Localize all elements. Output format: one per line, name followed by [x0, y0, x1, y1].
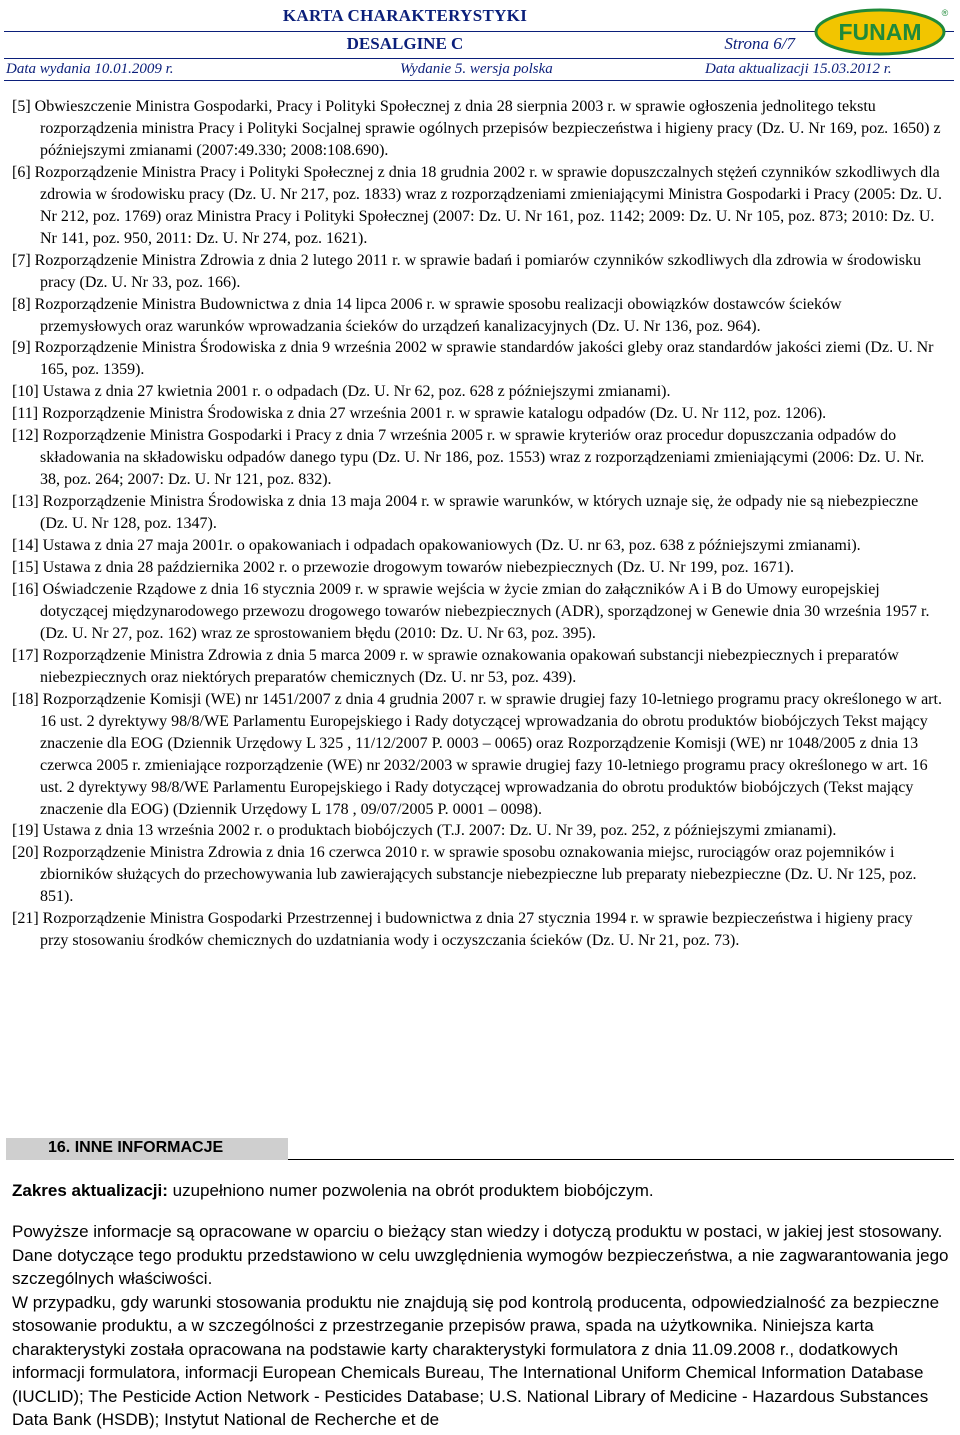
header-divider	[4, 31, 954, 32]
funam-logo	[814, 6, 952, 56]
product-name: DESALGINE C	[346, 34, 464, 53]
header-product-row	[5, 34, 805, 56]
section-title: 16. INNE INFORMACJE	[48, 1139, 224, 1156]
reference-item: [14] Ustawa z dnia 27 maja 2001r. o opakowaniach i odpadach opakowaniowych (Dz. U. nr 63, poz. 638 z późniejszymi zmianami).	[12, 537, 861, 555]
reference-item: [13] Rozporządzenie Ministra Środowiska z dnia 13 maja 2004 r. w sprawie warunków, w których uznaje się, że odpady nie są niebezpieczne (Dz. U. Nr 128, poz. 1347).	[12, 493, 919, 533]
reference-item: [5] Obwieszczenie Ministra Gospodarki, Pracy i Polityki Społecznej z dnia 28 sierpnia 2003 r. w sprawie ogłoszenia jednolitego tekstu rozporządzenia ministra Pracy i Polityki Socjalnej sprawie ogólnych przepisów bezpieczeństwa i higieny pracy (Dz. U. Nr 169, poz. 1650) z późniejszymi zmianami (2007:49.330; 2008:108.690).	[12, 98, 941, 159]
document-title: KARTA CHARAKTERYSTYKI	[282, 6, 528, 25]
reference-item: [19] Ustawa z dnia 13 września 2002 r. o produktach biobójczych (T.J. 2007: Dz. U. Nr 39, poz. 252, z późniejszymi zmianami).	[12, 822, 837, 840]
section-16-heading	[6, 1138, 954, 1160]
edition-info: Wydanie 5. wersja polska	[400, 61, 553, 77]
reference-item: [11] Rozporządzenie Ministra Środowiska z dnia 27 września 2001 r. w sprawie katalogu odpadów (Dz. U. Nr 112, poz. 1206).	[12, 405, 827, 423]
header-dates-row	[6, 61, 956, 81]
logo-text: FUNAM	[838, 19, 922, 45]
reference-item: [6] Rozporządzenie Ministra Pracy i Polityki Społecznej z dnia 18 grudnia 2002 r. w sprawie dopuszczalnych stężeń czynników szkodliwych dla zdrowia w środowisku pracy (Dz. U. Nr 217, poz. 1833) wraz z rozporządzeniami zmieniającymi Ministra Gospodarki i Pracy (2005: Dz. U. Nr 212, poz. 1769) oraz Ministra Pracy i Polityki Społecznej (2007: Dz. U. Nr 161, poz. 1142; 2009: Dz. U. Nr 105, poz. 873; 2010: Dz. U. Nr 141, poz. 950, 2011: Dz. U. Nr 274, poz. 1621).	[12, 163, 942, 247]
reference-item: [18] Rozporządzenie Komisji (WE) nr 1451/2007 z dnia 4 grudnia 2007 r. w sprawie drugiej fazy 10-letniego programu pracy określonego w art. 16 ust. 2 dyrektywy 98/8/WE Parlamentu Europejskiego i Rady dotyczącej wprowadzania do obrotu produktów biobójczych Tekst mający znaczenie dla EOG (Dziennik Urzędowy L 325 , 11/12/2007 P. 0003 – 0065) oraz Rozporządzenie Komisji (WE) nr 1048/2005 z dnia 13 czerwca 2005 r. zmieniające rozporządzenie (WE) nr 2032/2003 w sprawie drugiej fazy 10-letniego programu pracy określonego w art. 16 ust. 2 dyrektywy 98/8/WE Parlamentu Europejskiego i Rady dotyczącej wprowadzania do obrotu produktów biobójczych (Tekst mający znaczenie dla EOG) (Dziennik Urzędowy L 178 , 09/07/2005 P. 0001 – 0098).	[12, 690, 942, 818]
update-scope-label: Zakres aktualizacji:	[12, 1181, 168, 1200]
reference-item: [21] Rozporządzenie Ministra Gospodarki Przestrzennej i budownictwa z dnia 27 stycznia 1994 r. w sprawie bezpieczeństwa i higieny pracy przy stosowaniu środków chemicznych do uzdatniania wody i oczyszczania ścieków (Dz. U. Nr 21, poz. 73).	[12, 910, 913, 950]
update-date: Data aktualizacji 15.03.2012 r.	[705, 61, 892, 77]
reference-item: [8] Rozporządzenie Ministra Budownictwa z dnia 14 lipca 2006 r. w sprawie sposobu realizacji obowiązków dostawców ścieków przemysłowych oraz warunków wprowadzania ścieków do urządzeń kanalizacyjnych (Dz. U. Nr 136, poz. 964).	[12, 295, 842, 335]
registered-mark: ®	[941, 8, 949, 18]
reference-item: [20] Rozporządzenie Ministra Zdrowia z dnia 16 czerwca 2010 r. w sprawie sposobu oznakowania miejsc, rurociągów oraz pojemników i zbiorników służących do przechowywania lub zawierających substancje niebezpieczne lub preparaty niebezpieczne (Dz. U. Nr 125, poz. 851).	[12, 844, 917, 906]
issue-date: Data wydania 10.01.2009 r.	[6, 61, 174, 77]
reference-item: [9] Rozporządzenie Ministra Środowiska z dnia 9 września 2002 w sprawie standardów jakości gleby oraz standardów jakości ziemi (Dz. U. Nr 165, poz. 1359).	[12, 339, 934, 379]
header-divider	[4, 80, 954, 81]
reference-item: [12] Rozporządzenie Ministra Gospodarki i Pracy z dnia 7 września 2005 r. w sprawie kryteriów oraz procedur dopuszczania odpadów do składowania na składowisku odpadów danego typu (Dz. U. Nr 186, poz. 1553) wraz z rozporządzeniami zmieniającymi (2006: Dz. U. Nr. 38, poz. 264; 2007: Dz. U. Nr 121, poz. 832).	[12, 427, 925, 489]
update-scope-text: uzupełniono numer pozwolenia na obrót produktem biobójczym.	[167, 1181, 654, 1200]
header-divider	[4, 58, 954, 59]
reference-item: [15] Ustawa z dnia 28 października 2002 r. o przewozie drogowym towarów niebezpiecznych (Dz. U. Nr 199, poz. 1671).	[12, 559, 794, 577]
reference-item: [16] Oświadczenie Rządowe z dnia 16 stycznia 2009 r. w sprawie wejścia w życie zmian do załączników A i B do Umowy europejskiej dotyczącej międzynarodowego przewozu drogowego towarów niebezpiecznych (ADR), sporządzonej w Genewie dnia 30 września 1957 r. (Dz. U. Nr 27, poz. 162) wraz ze sprostowaniem błędu (2010: Dz. U. Nr 63, poz. 395).	[12, 580, 930, 642]
info-paragraph: Powyższe informacje są opracowane w oparciu o bieżący stan wiedzy i dotyczą produktu w postaci, w jakiej jest stosowany. Dane dotyczące tego produktu przedstawiono w celu uwzględnienia wymogów bezpieczeństwa, a nie zagwarantowania jego szczególnych właściwości.	[12, 1222, 949, 1288]
reference-item: [7] Rozporządzenie Ministra Zdrowia z dnia 2 lutego 2011 r. w sprawie badań i pomiarów czynników szkodliwych dla zdrowia w środowisku pracy (Dz. U. Nr 33, poz. 166).	[12, 251, 921, 291]
update-scope	[12, 1181, 654, 1201]
info-paragraph: W przypadku, gdy warunki stosowania produktu nie znajdują się pod kontrolą producenta, odpowiedzialność za bezpieczne stosowanie produktu, a w szczególności z przestrzeganie przepisów prawa, spada na użytkownika. Niniejsza karta charakterystyki została opracowana na podstawie karty charakterystyki formulatora z dnia 11.09.2008 r., dodatkowych informacji formulatora, informacji European Chemicals Bureau, The International Uniform Chemical Information Database (IUCLID); The Pesticide Action Network - Pesticides Database; U.S. National Library of Medicine - Hazardous Substances Data Bank (HSDB); Instytut National de Recherche et de	[12, 1292, 940, 1429]
legal-references-list	[12, 96, 942, 952]
reference-item: [17] Rozporządzenie Ministra Zdrowia z dnia 5 marca 2009 r. w sprawie oznakowania opakowań substancji niebezpiecznych i preparatów niebezpiecznych oraz niektórych preparatów chemicznych (Dz. U. nr 53, poz. 439).	[12, 646, 899, 686]
reference-item: [10] Ustawa z dnia 27 kwietnia 2001 r. o odpadach (Dz. U. Nr 62, poz. 628 z późniejszymi zmianami).	[12, 383, 671, 401]
other-information	[12, 1220, 952, 1432]
page-number: Strona 6/7	[724, 34, 795, 53]
section-underline	[288, 1159, 954, 1160]
